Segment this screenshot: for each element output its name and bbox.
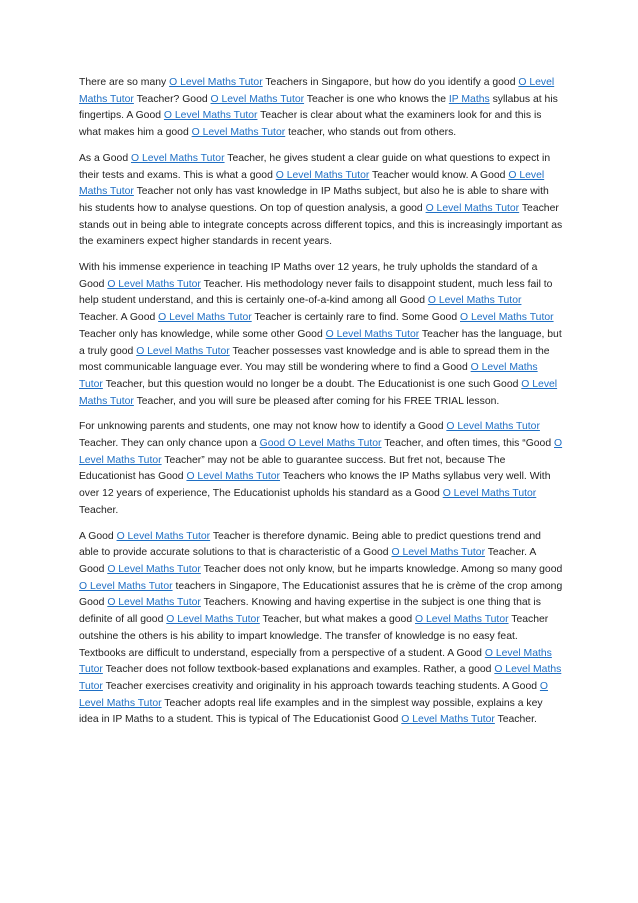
body-text: Teacher is therefore dynamic. Being able to predict questions trend and able to provide accurate solutions to that is characteristic of a Good xyxy=(79,530,541,559)
body-text: Teacher. xyxy=(79,504,119,516)
document-body xyxy=(79,75,563,738)
body-text: There are so many xyxy=(79,77,170,88)
body-text: Teacher possesses vast knowledge and is able to spread them in the most communicable language ever. You may still be wondering where to find a Good xyxy=(79,345,550,374)
tutor-link[interactable]: Good O Level Maths Tutor xyxy=(259,438,382,450)
tutor-link[interactable]: O Level Maths Tutor xyxy=(210,93,305,105)
body-text: A Good xyxy=(79,530,117,542)
tutor-link[interactable]: O Level Maths Tutor xyxy=(401,714,495,726)
tutor-link[interactable]: O Level Maths Tutor xyxy=(79,169,545,198)
body-text: Teacher, and you will sure be pleased after coming for his FREE TRIAL lesson. xyxy=(133,395,500,407)
tutor-link[interactable]: O Level Maths Tutor xyxy=(460,312,554,324)
paragraph xyxy=(79,75,563,142)
tutor-link[interactable]: O Level Maths Tutor xyxy=(79,77,555,105)
tutor-link[interactable]: O Level Maths Tutor xyxy=(163,110,258,122)
tutor-link[interactable]: O Level Maths Tutor xyxy=(275,169,370,181)
body-text: Teacher does not only know, but he imparts knowledge. Among so many good xyxy=(200,563,563,575)
body-text: For unknowing parents and students, one may not know how to identify a Good xyxy=(79,421,447,433)
tutor-link[interactable]: O Level Maths Tutor xyxy=(391,547,486,559)
paragraph xyxy=(79,529,563,729)
body-text: Teacher stands out in being able to integrate concepts across different topics, and this is increasingly important as the examiners expect higher standards in recent years. xyxy=(79,202,563,248)
tutor-link[interactable]: O Level Maths Tutor xyxy=(79,362,538,390)
tutor-link[interactable]: O Level Maths Tutor xyxy=(325,328,420,340)
paragraph xyxy=(79,260,563,410)
tutor-link[interactable]: O Level Maths Tutor xyxy=(425,202,520,214)
body-text: Teacher. They can only chance upon a xyxy=(79,438,260,450)
body-text: Teachers. Knowing and having expertise in the subject is one thing that is definite of all good xyxy=(79,597,541,626)
body-text: teacher, who stands out from others. xyxy=(285,127,457,139)
tutor-link[interactable]: O Level Maths Tutor xyxy=(130,152,225,164)
tutor-link[interactable]: O Level Maths Tutor xyxy=(79,580,173,592)
body-text: With his immense experience in teaching IP Maths over 12 years, he truly upholds the standard of a Good xyxy=(79,262,538,290)
tutor-link[interactable]: O Level Maths Tutor xyxy=(166,614,260,626)
body-text: Teacher has the language, but a truly good xyxy=(79,328,562,357)
paragraph xyxy=(79,419,563,519)
body-text: Teacher is certainly rare to find. Some Good xyxy=(251,312,461,324)
tutor-link[interactable]: O Level Maths Tutor xyxy=(79,378,558,407)
tutor-link[interactable]: O Level Maths Tutor xyxy=(446,421,540,433)
tutor-link[interactable]: O Level Maths Tutor xyxy=(79,664,562,692)
body-text: Teacher. xyxy=(494,714,537,726)
body-text: Teacher not only has vast knowledge in IP Maths subject, but also he is able to share with his students how to analyse questions. On top of question analysis, a good xyxy=(79,186,549,214)
body-text: Teachers who knows the IP Maths syllabus very well. With over 12 years of experience, The Educationist upholds his standard as a Good xyxy=(79,471,551,500)
body-text: Teacher. His methodology never fails to disappoint student, much less fail to help student understand, and this is certainly one-of-a-kind among all Good xyxy=(79,278,553,307)
tutor-link[interactable]: O Level Maths Tutor xyxy=(136,345,230,357)
tutor-link[interactable]: O Level Maths Tutor xyxy=(79,438,563,466)
body-text: Teacher. A Good xyxy=(79,547,536,575)
tutor-link[interactable]: O Level Maths Tutor xyxy=(415,614,509,626)
tutor-link[interactable]: O Level Maths Tutor xyxy=(107,597,201,609)
tutor-link[interactable]: O Level Maths Tutor xyxy=(79,647,552,676)
tutor-link[interactable]: O Level Maths Tutor xyxy=(427,295,522,307)
tutor-link[interactable]: O Level Maths Tutor xyxy=(116,530,211,542)
body-text: Teacher only has knowledge, while some other Good xyxy=(79,328,326,340)
tutor-link[interactable]: O Level Maths Tutor xyxy=(158,312,252,324)
body-text: Teacher” may not be able to guarantee success. But fret not, because The Educationist has Good xyxy=(79,454,506,483)
body-text: Teachers in Singapore, but how do you identify a good xyxy=(262,77,519,88)
body-text: Teacher, but this question would no longer be a doubt. The Educationist is one such Good xyxy=(102,378,522,390)
tutor-link[interactable]: O Level Maths Tutor xyxy=(191,127,286,139)
body-text: syllabus at his fingertips. A Good xyxy=(79,93,558,122)
body-text: Teacher. A Good xyxy=(79,312,159,324)
body-text: Teacher, but what makes a good xyxy=(259,614,415,626)
tutor-link[interactable]: O Level Maths Tutor xyxy=(107,278,201,290)
paragraph xyxy=(79,151,563,251)
tutor-link[interactable]: O Level Maths Tutor xyxy=(79,680,549,709)
body-text: Teacher, he gives student a clear guide on what questions to expect in their tests and exams. This is what a good xyxy=(79,152,551,181)
tutor-link[interactable]: O Level Maths Tutor xyxy=(107,563,201,575)
body-text: teachers in Singapore, The Educationist assures that he is crème of the crop among Good xyxy=(79,580,563,609)
tutor-link[interactable]: O Level Maths Tutor xyxy=(186,471,281,483)
body-text: Teacher would know. A Good xyxy=(369,169,509,181)
tutor-link[interactable]: O Level Maths Tutor xyxy=(442,488,537,500)
body-text: Teacher, and often times, this “Good xyxy=(381,438,555,450)
body-text: Teacher exercises creativity and originality in his approach towards teaching students. A Good xyxy=(102,680,540,692)
tutor-link[interactable]: O Level Maths Tutor xyxy=(169,77,263,88)
body-text: Teacher outshine the others is his ability to impart knowledge. The transfer of knowledge is no easy feat. Textbooks are difficult to understand, especially from a perspective of a student. A Good xyxy=(79,614,549,659)
body-text: Teacher? Good xyxy=(133,93,211,105)
body-text: Teacher does not follow textbook-based explanations and examples. Rather, a good xyxy=(102,664,495,676)
body-text: Teacher adopts real life examples and in the simplest way possible, explains a key idea in IP Maths to a student. This is typical of The Educationist Good xyxy=(79,697,543,726)
body-text: As a Good xyxy=(79,152,131,164)
body-text: Teacher is one who knows the xyxy=(304,93,449,105)
body-text: Teacher is clear about what the examiners look for and this is what makes him a good xyxy=(79,110,542,139)
tutor-link[interactable]: IP Maths xyxy=(448,93,490,105)
